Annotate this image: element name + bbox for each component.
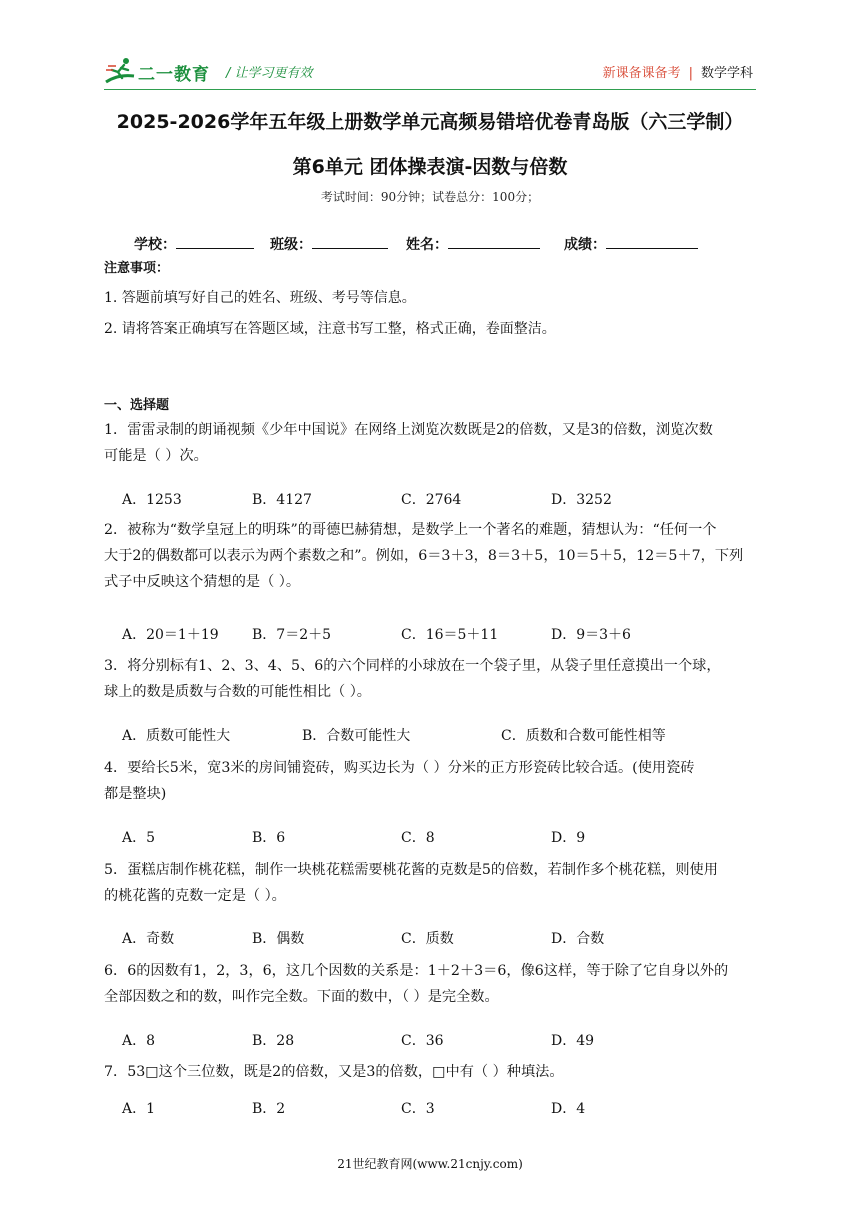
notice-title: 注意事项： — [104, 261, 170, 276]
header-separator: | — [688, 66, 693, 81]
option-b[interactable]: B．4127 — [252, 492, 312, 508]
header-subject-label: 数学学科 — [700, 66, 753, 81]
page-header — [0, 0, 860, 92]
option-b[interactable]: B．7＝2＋5 — [252, 627, 332, 643]
slogan: / 让学习更有效 — [226, 66, 313, 81]
exam-info: 考试时间：90分钟；试卷总分：100分； — [320, 190, 540, 204]
paper-title: 2025-2026学年五年级上册数学单元高频易错培优卷青岛版（六三学制） — [116, 111, 744, 133]
page-footer: 21世纪教育网(www.21cnjy.com) — [337, 1157, 523, 1171]
class-label: 班级： — [270, 237, 312, 253]
unit-title: 第6单元 团体操表演-因数与倍数 — [292, 156, 568, 178]
option-c[interactable]: C．质数 — [401, 931, 454, 947]
question-text: 可能是（ ）次。 — [104, 448, 208, 464]
school-label: 学校： — [134, 237, 176, 253]
option-d[interactable]: D．4 — [551, 1101, 586, 1117]
option-a[interactable]: A．20＝1＋19 — [122, 627, 219, 643]
school-field[interactable] — [134, 234, 254, 254]
score-label: 成绩： — [564, 237, 606, 253]
class-blank[interactable] — [312, 234, 388, 249]
runner-logo-icon — [104, 56, 140, 86]
name-blank[interactable] — [448, 234, 540, 249]
question-text: 的桃花酱的克数一定是（ ）。 — [104, 888, 286, 904]
option-d[interactable]: D．9 — [551, 830, 586, 846]
option-a[interactable]: A．8 — [122, 1033, 156, 1049]
option-c[interactable]: C．36 — [401, 1033, 444, 1049]
question-6 — [104, 958, 764, 1010]
option-c[interactable]: C．8 — [401, 830, 435, 846]
section-title: 一、选择题 — [104, 398, 170, 413]
question-text: 式子中反映这个猜想的是（ ）。 — [104, 574, 301, 590]
option-a[interactable]: A．1 — [122, 1101, 156, 1117]
question-7 — [104, 1059, 764, 1085]
option-c[interactable]: C．16＝5＋11 — [401, 627, 499, 643]
question-text: 7．53□这个三位数，既是2的倍数，又是3的倍数，□中有（ ）种填法。 — [104, 1064, 564, 1080]
option-a[interactable]: A．奇数 — [122, 931, 175, 947]
school-blank[interactable] — [176, 234, 254, 249]
question-text: 3．将分别标有1、2、3、4、5、6的六个同样的小球放在一个袋子里，从袋子里任意摸出一个球， — [104, 658, 721, 674]
logo — [104, 56, 219, 86]
option-c[interactable]: C．质数和合数可能性相等 — [501, 728, 666, 744]
question-2 — [104, 517, 764, 595]
option-d[interactable]: D．3252 — [551, 492, 612, 508]
option-c[interactable]: C．2764 — [401, 492, 462, 508]
option-a[interactable]: A．1253 — [122, 492, 182, 508]
question-text: 6．6的因数有1，2，3，6，这几个因数的关系是：1＋2＋3＝6，像6这样，等于除了它自身以外的 — [104, 963, 729, 979]
name-label: 姓名： — [406, 237, 448, 253]
option-b[interactable]: B．28 — [252, 1033, 295, 1049]
question-text: 全部因数之和的数，叫作完全数。下面的数中，（ ）是完全数。 — [104, 989, 499, 1005]
option-b[interactable]: B．6 — [252, 830, 286, 846]
option-b[interactable]: B．合数可能性大 — [302, 728, 411, 744]
question-text: 都是整块) — [104, 786, 167, 802]
score-field[interactable] — [564, 234, 698, 254]
notice-item: 1. 答题前填写好自己的姓名、班级、考号等信息。 — [104, 290, 416, 306]
header-right — [603, 62, 753, 81]
header-course-label: 新课备课备考 — [602, 66, 681, 81]
question-text: 大于2的偶数都可以表示为两个素数之和”。例如，6＝3＋3，8＝3＋5，10＝5＋5，12＝5＋7，下列 — [104, 548, 744, 564]
question-text: 2．被称为“数学皇冠上的明珠”的哥德巴赫猜想，是数学上一个著名的难题，猜想认为：“任何一个 — [104, 522, 717, 538]
option-d[interactable]: D．9＝3＋6 — [551, 627, 631, 643]
option-d[interactable]: D．49 — [551, 1033, 595, 1049]
class-field[interactable] — [270, 234, 388, 254]
option-a[interactable]: A．5 — [122, 830, 156, 846]
score-blank[interactable] — [606, 234, 698, 249]
option-b[interactable]: B．偶数 — [252, 931, 305, 947]
question-text: 4．要给长5米，宽3米的房间铺瓷砖，购买边长为（ ）分米的正方形瓷砖比较合适。(使用瓷砖 — [104, 760, 695, 776]
option-a[interactable]: A．质数可能性大 — [122, 728, 231, 744]
question-text: 球上的数是质数与合数的可能性相比（ ）。 — [104, 684, 371, 700]
question-text: 5．蛋糕店制作桃花糕，制作一块桃花糕需要桃花酱的克数是5的倍数，若制作多个桃花糕，则使用 — [104, 862, 718, 878]
question-text: 1．雷雷录制的朗诵视频《少年中国说》在网络上浏览次数既是2的倍数，又是3的倍数，浏览次数 — [104, 422, 713, 438]
option-c[interactable]: C．3 — [401, 1101, 435, 1117]
question-1 — [104, 417, 764, 469]
question-4 — [104, 755, 764, 807]
logo-text: 二一教育 — [138, 65, 210, 85]
notice-item: 2. 请将答案正确填写在答题区域，注意书写工整，格式正确，卷面整洁。 — [104, 321, 556, 337]
option-b[interactable]: B．2 — [252, 1101, 286, 1117]
option-d[interactable]: D．合数 — [551, 931, 605, 947]
header-divider — [104, 89, 756, 90]
question-3 — [104, 653, 764, 705]
question-5 — [104, 857, 764, 909]
name-field[interactable] — [406, 234, 540, 254]
